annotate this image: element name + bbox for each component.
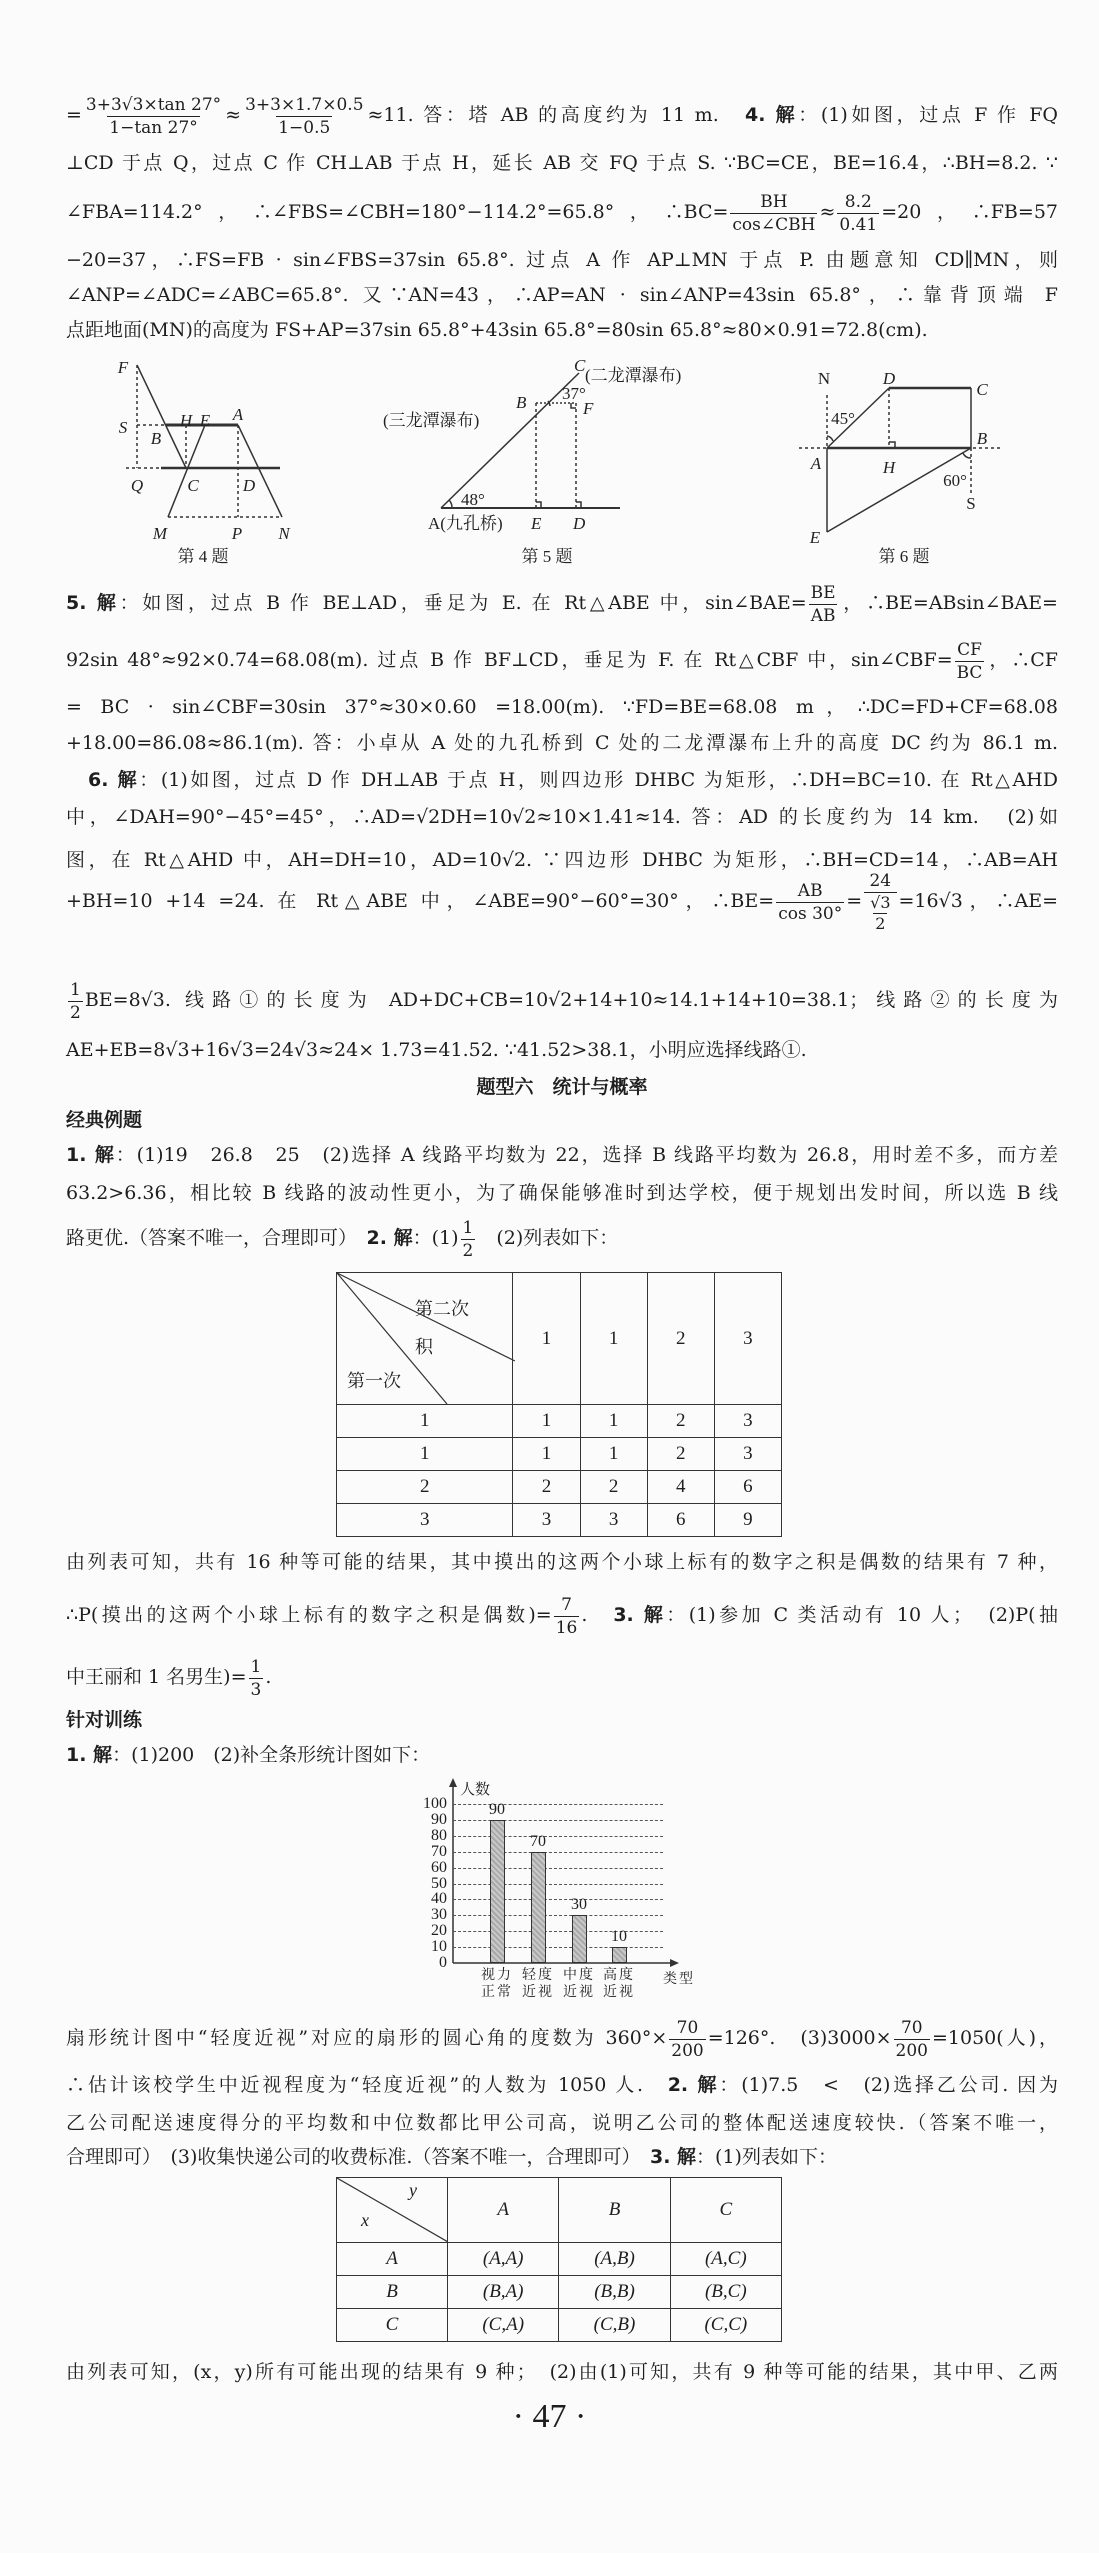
label-h: H: [882, 458, 896, 477]
corner-label-second: 第二次: [415, 1299, 469, 1319]
column-header: C: [670, 2178, 781, 2243]
text-run: 扇形统计图中“轻度近视”对应的扇形的圆心角的度数为 360°×: [66, 2027, 668, 2049]
table-cell: 6: [647, 1504, 714, 1537]
question-number: 2. 解: [667, 2074, 720, 2096]
row-header: B: [337, 2276, 448, 2309]
numerator-text: 3+3√3×tan 27°: [85, 94, 222, 115]
fraction: [243, 94, 365, 139]
y-tick-label: 80: [431, 1826, 447, 1844]
row-header: 2: [337, 1471, 513, 1504]
y-tick-label: 100: [423, 1795, 447, 1812]
y-tick-label: 20: [431, 1922, 447, 1940]
numerator: [243, 94, 365, 116]
fraction: [868, 893, 892, 934]
line-content: [66, 1532, 1058, 1592]
fraction: [554, 1594, 580, 1639]
text-run: =20，∴FB=57: [881, 201, 1058, 223]
numerator-text: CF: [957, 639, 982, 660]
numerator-text: 1: [250, 1656, 262, 1677]
table-cell: 2: [647, 1438, 714, 1471]
table-cell: (C,C): [670, 2309, 781, 2342]
column-header: A: [448, 2178, 559, 2243]
diagonal-line: [337, 2178, 448, 2242]
column-header: 2: [647, 1273, 714, 1405]
numerator-text: 3+3×1.7×0.5: [245, 94, 364, 115]
column-header: 1: [513, 1273, 580, 1405]
numerator: [249, 1656, 264, 1678]
text-run: ∴估计该校学生中近视程度为“轻度近视”的人数为 1050 人.: [66, 2074, 668, 2096]
line-content: [66, 2342, 1058, 2402]
x-axis-label: 类型: [663, 1972, 695, 1987]
text-run: 经典例题: [66, 1109, 143, 1131]
numerator-text: 24: [869, 871, 892, 891]
text-run: 92sin 48°≈92×0.74=68.08(m). 过点 B 作 BF⊥CD，垂足为 F. 在 Rt△CBF 中，sin∠CBF=: [66, 649, 953, 671]
label-c: C: [574, 356, 586, 375]
column-header: 3: [714, 1273, 781, 1405]
corner-label-first: 第一次: [347, 1371, 401, 1391]
table-cell: (B,B): [559, 2276, 670, 2309]
text-run: ，∴BE=ABsin∠BAE=: [839, 592, 1058, 614]
text-run: ≈: [225, 104, 242, 126]
fraction: [68, 979, 83, 1024]
table-cell: 2: [647, 1405, 714, 1438]
figure-4-caption: 第 4 题: [177, 547, 229, 566]
table-cell: 2: [513, 1471, 580, 1504]
table-row: [337, 1471, 782, 1504]
label-angle-60: 60°: [943, 471, 967, 490]
numerator: [84, 94, 223, 116]
text-run: 路更优.（答案不唯一，合理即可）: [66, 1227, 367, 1249]
table-header-row: [337, 2178, 782, 2243]
table-row: [337, 1405, 782, 1438]
numerator: [461, 1217, 476, 1239]
table-cell: 1: [513, 1405, 580, 1438]
figure-5: [441, 373, 620, 508]
y-tick-label: 30: [431, 1906, 447, 1924]
text-run: ：如图，过点 B 作 BE⊥AD，垂足为 E. 在 Rt△ABE 中，sin∠BAE=: [119, 592, 807, 614]
denominator: [461, 1239, 476, 1262]
y-axis-label: 人数: [460, 1782, 491, 1798]
text-run: ∴P(摸出的这两个小球上标有的数字之积是偶数)=: [66, 1604, 552, 1626]
column-header: 1: [580, 1273, 647, 1405]
label-e: E: [809, 528, 821, 547]
gridline: [453, 1868, 663, 1869]
y-tick-label: 90: [431, 1810, 447, 1828]
numerator-text: 70: [900, 2017, 923, 2038]
text-run: .: [581, 1604, 614, 1626]
label-m: M: [152, 524, 168, 543]
text-run: ：(1)列表如下：: [696, 2146, 837, 2168]
row-header: C: [337, 2309, 448, 2342]
text-run: ∠ANP=∠ADC=∠ABC=65.8°. 又∵AN=43，∴AP=AN · sin∠ANP=43sin 65.8°，∴靠背顶端 F: [66, 284, 1058, 306]
text-run: ：(1)7.5 < (2)选择乙公司. 因为: [719, 2074, 1058, 2096]
denominator-text: 1−tan 27°: [109, 117, 198, 138]
table-cell: (A,A): [448, 2243, 559, 2276]
numerator: [899, 2017, 925, 2039]
category-label: 视力正常: [481, 1968, 513, 2000]
corner-label-x: x: [361, 2210, 369, 2230]
text-run: 点距地面(MN)的高度为 FS+AP=37sin 65.8°+43sin 65.8°=80sin 65.8°≈80×0.91=72.8(cm).: [66, 319, 928, 341]
table-cell: 1: [580, 1438, 647, 1471]
numerator-text: BH: [760, 191, 788, 212]
label-a: A: [232, 405, 244, 424]
numerator-text: √3: [870, 893, 891, 912]
gridline: [453, 1947, 663, 1948]
question-number: 2. 解: [366, 1227, 413, 1249]
text-run: 中王丽和 1 名男生)=: [66, 1666, 247, 1688]
question-number: 5. 解: [66, 592, 120, 614]
label-b: B: [150, 429, 162, 448]
label-e: E: [531, 514, 542, 533]
data-label: 10: [611, 1928, 627, 1946]
text-run: =: [66, 104, 82, 126]
text-run: =1050(人)，: [932, 2027, 1058, 2049]
geometry-figures: [0, 340, 1099, 570]
numerator: [955, 639, 984, 661]
denominator: [864, 892, 896, 934]
text-run: +18.00=86.08≈86.1(m). 答：小卓从 A 处的九孔桥到 C 处的二龙潭瀑布上升的高度 DC 约为 86.1 m.: [66, 732, 1058, 754]
label-d: D: [242, 476, 256, 495]
label-n: N: [817, 369, 831, 388]
product-table: [336, 1272, 782, 1537]
text-run: ：(1)如图，过点 D 作 DH⊥AB 于点 H，则四边形 DHBC 为矩形，∴DH=BC=10. 在 Rt△AHD: [139, 769, 1058, 791]
table-cell: 2: [580, 1471, 647, 1504]
numerator: [758, 191, 789, 213]
page-number: · 47 ·: [512, 2398, 587, 2435]
text-run: +BH=10 +14 =24. 在 Rt△ABE 中，∠ABE=90°−60°=30°，∴BE=: [66, 890, 775, 912]
fraction: [730, 191, 817, 236]
bar-chart: [380, 1770, 710, 2010]
outcome-table: [336, 2177, 782, 2342]
y-tick-label: 60: [431, 1858, 447, 1876]
denominator-text: 16: [555, 1617, 578, 1638]
text-run: 63.2>6.36，相比较 B 线路的波动性更小，为了确保能够准时到达学校，便于规划出发时间，所以选 B 线: [66, 1182, 1058, 1204]
table-corner-cell: [337, 2178, 448, 2243]
numerator: [868, 893, 892, 913]
line-content: [66, 870, 1058, 934]
table-cell: 1: [580, 1405, 647, 1438]
column-header: B: [559, 2178, 670, 2243]
y-axis-arrow-icon: [449, 1778, 457, 1787]
denominator: [554, 1616, 580, 1639]
data-label: 90: [489, 1800, 505, 1818]
label-b: B: [516, 393, 527, 412]
numerator-text: 1: [70, 979, 81, 1000]
numerator: [809, 582, 838, 604]
figure-4: [126, 365, 282, 517]
data-label: 70: [530, 1832, 546, 1850]
fraction: [461, 1217, 476, 1262]
row-header: 1: [337, 1438, 513, 1471]
table-row: [337, 2276, 782, 2309]
question-number: 1. 解: [66, 1744, 113, 1766]
y-tick-label: 40: [431, 1890, 447, 1908]
label-a: A: [810, 454, 822, 473]
label-f: F: [583, 399, 594, 418]
text-run: =126°. (3)3000×: [707, 2027, 892, 2049]
text-run: (2)列表如下：: [477, 1227, 619, 1249]
gridline: [453, 1852, 663, 1853]
question-number: 3. 解: [649, 2146, 697, 2168]
table-cell: 3: [714, 1405, 781, 1438]
denominator-text: 1−0.5: [278, 117, 331, 138]
text-run: ≈11. 答：塔 AB 的高度约为 11 m.: [367, 104, 745, 126]
bar: [490, 1820, 505, 1963]
text-run: =: [846, 890, 863, 912]
gridline: [453, 1836, 663, 1837]
text-run: ：(1)如图，过点 F 作 FQ: [798, 104, 1058, 126]
table-cell: 4: [647, 1471, 714, 1504]
denominator: [809, 604, 838, 627]
denominator-text: cos 30°: [778, 903, 843, 924]
label-erlongtan-waterfall: (二龙潭瀑布): [585, 366, 682, 385]
denominator: [873, 913, 887, 934]
text-run: AE+EB=8√3+16√3=24√3≈24× 1.73=41.52. ∵41.52>38.1，小明应选择线路①.: [66, 1039, 807, 1061]
gridline: [453, 1915, 663, 1916]
numerator: [68, 979, 83, 1001]
text-run: 乙公司配送速度得分的平均数和中位数都比甲公司高，说明乙公司的整体配送速度较快.（答案不唯一，: [66, 2112, 1058, 2134]
denominator-text: AB: [810, 605, 836, 626]
row-header: A: [337, 2243, 448, 2276]
text-run: 图，在 Rt△AHD 中，AH=DH=10，AD=10√2. ∵四边形 DHBC 为矩形，∴BH=CD=14，∴AB=AH: [66, 849, 1058, 871]
table-cell: 3: [513, 1504, 580, 1537]
text-run: ，∴CF: [986, 649, 1058, 671]
text-run: ≈: [819, 201, 836, 223]
label-f: F: [117, 358, 129, 377]
text-run: 合理即可） (3)收集快递公司的收费标准.（答案不唯一，合理即可）: [66, 2146, 650, 2168]
table-row: [337, 1438, 782, 1471]
denominator-text: BC: [956, 662, 983, 683]
fraction: [809, 582, 838, 627]
text-run: 题型六 统计与概率: [476, 1076, 648, 1098]
text-line: [66, 1208, 1058, 1268]
text-run: ：(1)参加 C 类活动有 10 人； (2)P(抽: [666, 1604, 1058, 1626]
text-run: =16√3，∴AE=: [898, 890, 1058, 912]
table-cell: 3: [580, 1504, 647, 1537]
label-angle-37: 37°: [562, 384, 586, 403]
numerator: [675, 2017, 701, 2039]
text-run: 由列表可知，共有 16 种等可能的结果，其中摸出的这两个小球上标有的数字之积是偶数的结果有 7 种，: [66, 1551, 1058, 1573]
denominator-text: 0.41: [839, 214, 878, 235]
label-d: D: [573, 514, 586, 533]
denominator-text: 2: [462, 1240, 474, 1261]
numerator-text: AB: [797, 880, 823, 901]
table-cell: (B,A): [448, 2276, 559, 2309]
question-number: 1. 解: [66, 1144, 116, 1166]
label-angle-48: 48°: [461, 490, 485, 509]
text-run: ∠FBA=114.2°，∴∠FBS=∠CBH=180°−114.2°=65.8°，∴BC=: [66, 201, 729, 223]
fraction: [864, 870, 896, 934]
denominator-text: 2: [70, 1002, 81, 1023]
text-run: 中，∠DAH=90°−45°=45°，∴AD=√2DH=10√2≈10×1.41≈14. 答：AD 的长度约为 14 km. (2)如: [66, 806, 1058, 828]
corner-label-y: y: [409, 2180, 417, 2200]
label-sanlongtan-waterfall: (三龙潭瀑布): [383, 411, 480, 430]
text-run: 由列表可知，(x，y)所有可能出现的结果有 9 种； (2)由(1)可知，共有 9 种等可能的结果，其中甲、乙两: [66, 2361, 1058, 2383]
table-row: [337, 1504, 782, 1537]
row-header: 3: [337, 1504, 513, 1537]
data-label: 30: [571, 1896, 587, 1914]
figure-4-labels: [117, 358, 292, 566]
question-number: 3. 解: [613, 1604, 667, 1626]
table-cell: (C,B): [559, 2309, 670, 2342]
line-content: [66, 573, 1058, 633]
bar: [531, 1852, 546, 1963]
y-tick-label: 70: [431, 1842, 447, 1860]
numerator-text: 70: [676, 2017, 699, 2038]
category-label: 高度近视: [603, 1968, 635, 2000]
text-line: [66, 2342, 1058, 2402]
denominator-text: 2: [875, 914, 886, 933]
line-content: [66, 1585, 1058, 1645]
bar: [572, 1915, 587, 1963]
text-line: [66, 1585, 1058, 1645]
table-corner-cell: [337, 1273, 513, 1405]
numerator-text: 8.2: [844, 191, 872, 212]
table-cell: 3: [714, 1438, 781, 1471]
row-header: 1: [337, 1405, 513, 1438]
table-cell: (A,C): [670, 2243, 781, 2276]
y-tick-label: 10: [431, 1938, 447, 1956]
figure-5-caption: 第 5 题: [521, 547, 573, 566]
text-run: .: [265, 1666, 272, 1688]
numerator: [559, 1594, 574, 1616]
text-run: ：(1): [412, 1227, 459, 1249]
table-cell: 6: [714, 1471, 781, 1504]
table-cell: (C,A): [448, 2309, 559, 2342]
numerator-text: 7: [561, 1594, 572, 1615]
denominator-text: cos∠CBH: [732, 214, 816, 235]
gridline: [453, 1899, 663, 1900]
label-h: H: [179, 411, 193, 430]
fraction: [84, 94, 223, 139]
text-run: −20=37，∴FS=FB · sin∠FBS=37sin 65.8°. 过点 A 作 AP⊥MN 于点 P. 由题意知 CD∥MN，则: [66, 249, 1058, 271]
denominator-text: 3: [250, 1679, 262, 1700]
category-label: 中度近视: [563, 1968, 595, 2000]
line-content: [66, 1208, 1058, 1268]
figure-5-labels: [383, 356, 681, 566]
numerator: [867, 870, 893, 892]
label-b: B: [976, 429, 988, 448]
denominator-text: 200: [671, 2040, 704, 2061]
table-header-row: [337, 1273, 782, 1405]
table-row: [337, 2243, 782, 2276]
text-line: [66, 872, 1058, 932]
table-cell: (A,B): [559, 2243, 670, 2276]
table-cell: 9: [714, 1504, 781, 1537]
figure-6-caption: 第 6 题: [878, 547, 930, 566]
label-s: S: [966, 494, 976, 513]
y-tick-label: 50: [431, 1874, 447, 1892]
label-q: Q: [130, 476, 144, 495]
label-e: E: [199, 411, 211, 430]
bar: [612, 1947, 627, 1963]
numerator: [843, 191, 874, 213]
label-a-jiukong-bridge: A(九孔桥): [428, 514, 503, 533]
label-s: S: [118, 418, 128, 437]
text-line: [66, 1532, 1058, 1592]
table-cell: 1: [513, 1438, 580, 1471]
question-number: 6. 解: [88, 769, 140, 791]
label-angle-45: 45°: [831, 409, 855, 428]
text-run: 针对训练: [66, 1709, 143, 1731]
gridline: [453, 1884, 663, 1885]
numerator: [796, 880, 825, 902]
fraction: [837, 191, 879, 236]
x-axis-arrow-icon: [670, 1959, 679, 1967]
label-p: P: [231, 524, 243, 543]
gridline: [453, 1820, 663, 1821]
text-run: ：(1)19 26.8 25 (2)选择 A 线路平均数为 22，选择 B 线路平均数为 26.8，用时差不多，而方差: [115, 1144, 1059, 1166]
numerator-text: BE: [810, 582, 836, 603]
corner-label-product: 积: [415, 1337, 433, 1357]
label-d: D: [882, 369, 896, 388]
fraction: [776, 880, 844, 925]
question-number: 4. 解: [744, 104, 799, 126]
table-cell: (B,C): [670, 2276, 781, 2309]
text-run: ：(1)200 (2)补全条形统计图如下：: [112, 1744, 431, 1766]
text-run: ⊥CD 于点 Q，过点 C 作 CH⊥AB 于点 H，延长 AB 交 FQ 于点 S. ∵BC=CE，BE=16.4，∴BH=8.2. ∵: [66, 152, 1058, 174]
category-label: 轻度近视: [522, 1968, 554, 2000]
label-n: N: [278, 524, 290, 543]
numerator-text: 1: [462, 1217, 474, 1238]
text-line: [66, 573, 1058, 633]
label-c: C: [187, 476, 199, 495]
text-run: BE=8√3. 线路①的长度为 AD+DC+CB=10√2+14+10≈14.1+14+10=38.1；线路②的长度为: [84, 989, 1058, 1011]
text-run: = BC · sin∠CBF=30sin 37°≈30×0.60 =18.00(m). ∵FD=BE=68.08 m，∴DC=FD+CF=68.08: [66, 696, 1058, 718]
denominator-text: 200: [895, 2040, 928, 2061]
y-tick-label: 0: [439, 1954, 447, 1971]
figure-6-labels: [809, 369, 989, 566]
label-c: C: [976, 380, 988, 399]
denominator: [776, 902, 844, 925]
table-row: [337, 2309, 782, 2342]
